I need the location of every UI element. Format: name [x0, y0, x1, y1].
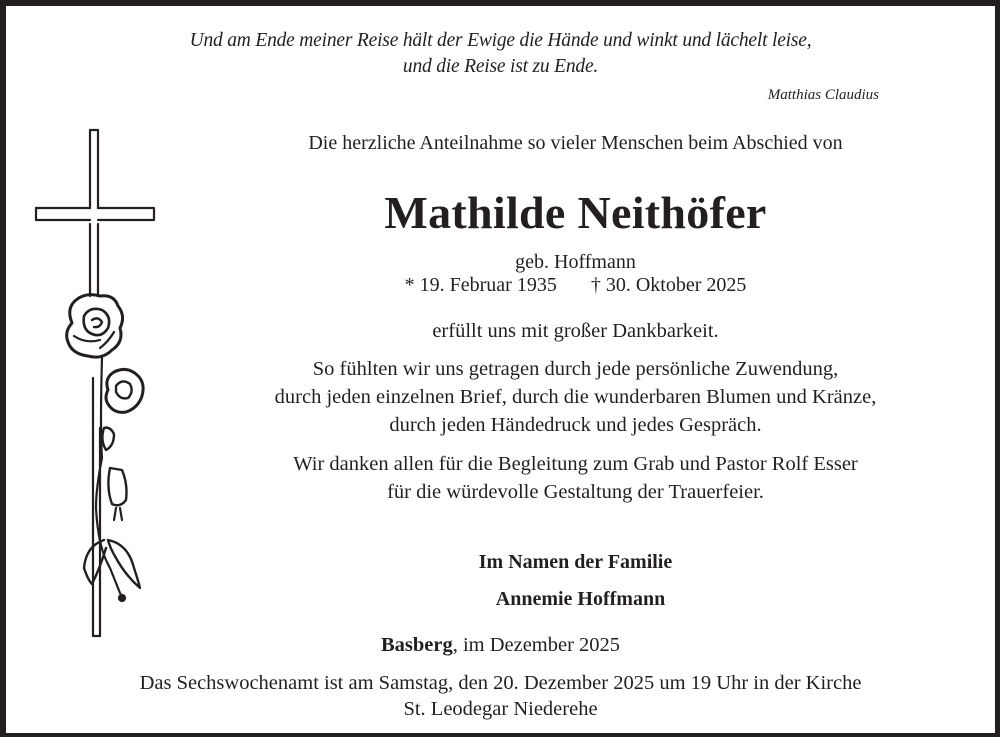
paragraph-3-line-2: für die würdevolle Gestaltung der Trauerfeier. [387, 481, 764, 503]
life-dates [156, 274, 995, 297]
service-line-2: St. Leodegar Niederehe [403, 698, 598, 720]
cross-with-roses-icon [30, 128, 160, 640]
place-date [6, 634, 995, 657]
birth-date: * 19. Februar 1935 [404, 274, 557, 296]
death-date: † 30. Oktober 2025 [590, 274, 747, 296]
paragraph-3-line-1: Wir danken allen für die Begleitung zum Grab und Pastor Rolf Esser [293, 453, 858, 475]
obituary-notice [6, 6, 995, 733]
quote-line-1: Und am Ende meiner Reise hält der Ewige die Hände und winkt und lächelt leise, [189, 30, 812, 51]
intro-text: Die herzliche Anteilnahme so vieler Menschen beim Abschied von [308, 132, 843, 154]
birth-name: geb. Hoffmann [515, 251, 636, 273]
quote-author: Matthias Claudius [767, 87, 879, 103]
signer-name: Annemie Hoffmann [495, 588, 666, 610]
paragraph-1: erfüllt uns mit großer Dankbarkeit. [432, 320, 719, 342]
paragraph-2-line-1: So fühlten wir uns getragen durch jede persönliche Zuwendung, [312, 358, 839, 380]
quote-line-2: und die Reise ist zu Ende. [402, 56, 599, 77]
paragraph-2-line-2: durch jeden einzelnen Brief, durch die wunderbaren Blumen und Kränze, [274, 386, 877, 408]
paragraph-2-line-3: durch jeden Händedruck und jedes Gespräch. [389, 414, 762, 436]
date: , im Dezember 2025 [452, 634, 621, 656]
place: Basberg [380, 634, 453, 656]
service-line-1: Das Sechswochenamt ist am Samstag, den 20. Dezember 2025 um 19 Uhr in der Kirche [139, 672, 862, 694]
on-behalf-of-family: Im Namen der Familie [478, 551, 673, 573]
deceased-name: Mathilde Neithöfer [384, 187, 767, 238]
